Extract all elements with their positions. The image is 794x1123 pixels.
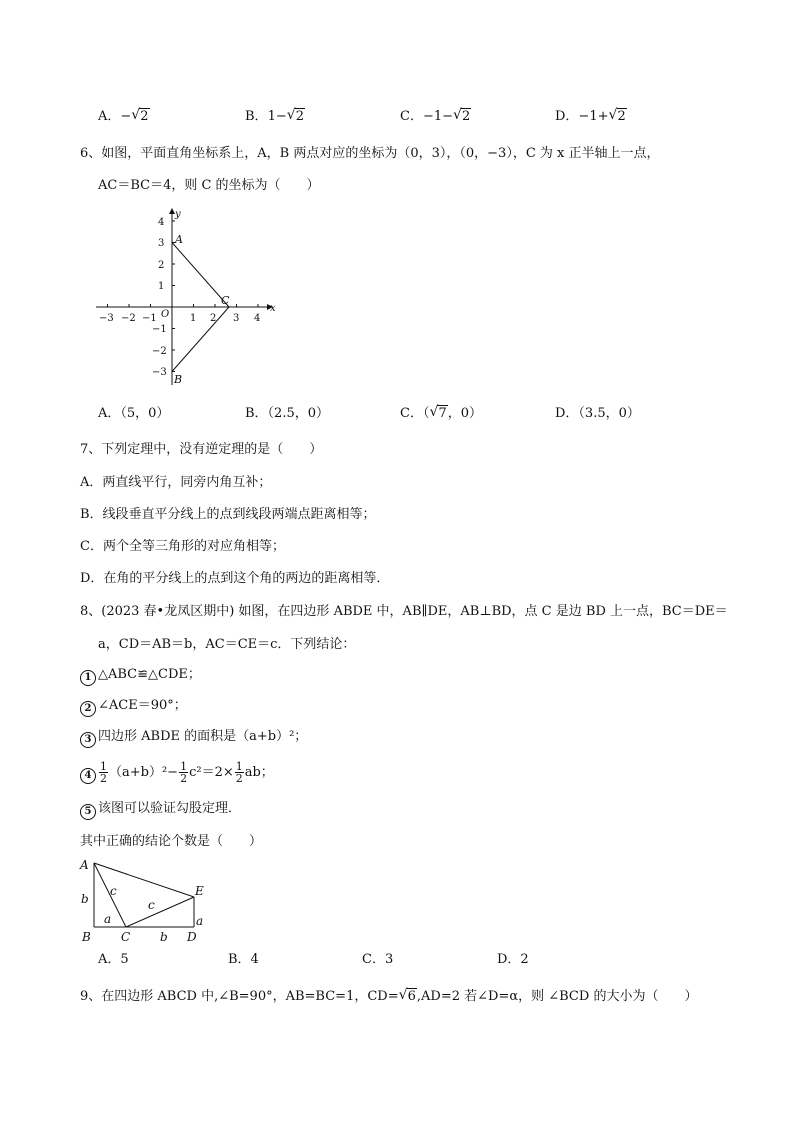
fraction-half: $\frac{1}{2}$ <box>235 760 243 785</box>
circled-number: 4 <box>80 768 96 784</box>
q6-option-b[interactable]: B．（2.5，0） <box>245 406 329 421</box>
x-tick-label: 1 <box>190 313 197 324</box>
option-text: −1+ <box>578 109 609 124</box>
q8-statement-1 <box>80 666 201 686</box>
statement-text: 该图可以验证勾股定理． <box>98 801 242 816</box>
sqrt-symbol: √ 6 <box>398 987 416 1004</box>
option-label: D． <box>555 109 579 124</box>
q8-statement-4 <box>80 758 274 788</box>
q8-statement-2 <box>80 697 187 717</box>
circled-number: 3 <box>80 732 96 748</box>
q6-option-d[interactable]: D．（3.5，0） <box>555 406 640 421</box>
option-text: ，0） <box>447 406 483 421</box>
option-text: −1− <box>422 109 454 124</box>
radicand: 2 <box>617 109 626 124</box>
x-tick-label: 4 <box>254 313 261 324</box>
q8-statement-5 <box>80 800 241 820</box>
vertex-e-label: E <box>195 884 204 898</box>
q6-stem-line1: 6、如图，平面直角坐标系上，A，B 两点对应的坐标为（0，3），（0，−3），C 为 x 正半轴上一点， <box>80 146 660 161</box>
q5-option-a[interactable] <box>98 108 150 126</box>
q8-option-a[interactable]: A．5 <box>98 952 129 967</box>
formula-part: c²＝2× <box>189 765 234 780</box>
q6-stem-line2: AC＝BC＝4，则 C 的坐标为（ ） <box>98 178 320 193</box>
side-label: c <box>110 884 117 898</box>
q8-stem-line2: a，CD＝AB＝b，AC＝CE＝c．下列结论： <box>98 637 356 652</box>
sqrt-symbol: √ 2 <box>286 107 305 124</box>
vertex-b-label: B <box>82 930 91 944</box>
stem-text: 9、在四边形 ABCD 中,∠B=90°，AB=BC=1，CD= <box>80 989 399 1004</box>
circled-number: 1 <box>80 670 96 686</box>
option-label: B． <box>245 109 268 124</box>
point-b-label: B <box>174 373 183 386</box>
q5-option-c[interactable] <box>400 108 471 126</box>
sqrt-symbol: √ 2 <box>453 107 471 124</box>
y-tick-label: −2 <box>152 346 167 357</box>
side-label: c <box>148 898 155 912</box>
x-tick-label: 2 <box>210 313 217 324</box>
vertex-c-label: C <box>121 930 131 944</box>
y-tick-label: −3 <box>152 367 167 378</box>
y-tick-label: 2 <box>158 260 165 271</box>
vertex-d-label: D <box>187 930 197 944</box>
radicand: 2 <box>295 109 305 124</box>
y-tick-label: −1 <box>152 324 167 335</box>
origin-label: O <box>161 309 170 320</box>
formula-part: ab； <box>244 765 274 780</box>
radicand: 2 <box>140 109 149 124</box>
y-tick-label: 3 <box>158 238 165 249</box>
sqrt-symbol: √ 2 <box>608 107 626 124</box>
circled-number: 5 <box>80 804 96 820</box>
x-axis-label: x <box>270 303 276 314</box>
option-text: − <box>120 109 132 124</box>
fraction-half: $\frac{1}{2}$ <box>180 760 188 785</box>
q7-option-d[interactable]: D．在角的平分线上的点到这个角的两边的距离相等． <box>80 571 390 586</box>
vertex-a-label: A <box>80 858 89 872</box>
side-label: b <box>160 930 168 944</box>
y-tick-label: 4 <box>158 217 165 228</box>
q6-coordinate-graph <box>92 205 282 390</box>
stem-text: ,AD=2 若∠D=α，则 ∠BCD 的大小为（ ） <box>416 989 698 1004</box>
q7-option-c[interactable]: C．两个全等三角形的对应角相等； <box>80 539 285 554</box>
side-label: b <box>81 892 89 906</box>
q7-option-a[interactable]: A．两直线平行，同旁内角互补； <box>80 475 272 490</box>
x-tick-label: −3 <box>99 313 114 324</box>
q7-option-b[interactable]: B．线段垂直平分线上的点到线段两端点距离相等； <box>80 507 376 522</box>
q8-statement-3 <box>80 728 307 748</box>
side-label: a <box>196 914 204 928</box>
fraction-half: $\frac{1}{2}$ <box>100 760 107 785</box>
y-axis-label: y <box>175 209 181 220</box>
sqrt-symbol: √ 7 <box>429 404 447 421</box>
radicand: 2 <box>462 109 471 124</box>
radicand: 6 <box>407 989 416 1004</box>
q5-option-b[interactable] <box>245 108 305 126</box>
y-tick-label: 1 <box>158 281 165 292</box>
option-text: 1− <box>267 109 287 124</box>
q8-option-b[interactable]: B．4 <box>228 952 259 967</box>
statement-text: ∠ACE＝90°； <box>98 698 187 713</box>
q8-stem-line1: 8、(2023 春•龙凤区期中) 如图，在四边形 ABDE 中，AB∥DE，AB⊥BD，点 C 是边 BD 上一点，BC＝DE＝ <box>80 604 728 619</box>
option-text: C．（ <box>400 406 430 421</box>
x-tick-label: −1 <box>142 313 157 324</box>
q7-stem: 7、下列定理中，没有逆定理的是（ ） <box>80 442 323 457</box>
formula-part: （a+b）²− <box>109 765 179 780</box>
q8-ask: 其中正确的结论个数是（ ） <box>80 834 263 849</box>
option-label: C． <box>400 109 423 124</box>
q8-option-c[interactable]: C．3 <box>362 952 394 967</box>
sqrt-symbol: √ 2 <box>131 107 149 124</box>
q6-option-a[interactable]: A．（5，0） <box>98 406 170 421</box>
q8-quadrilateral-figure <box>76 855 211 945</box>
q5-option-d[interactable] <box>555 108 627 126</box>
radicand: 7 <box>438 406 447 421</box>
statement-text: 四边形 ABDE 的面积是（a+b）²； <box>98 729 308 744</box>
circled-number: 2 <box>80 701 96 717</box>
side-label: a <box>104 912 112 926</box>
x-tick-label: 3 <box>233 313 240 324</box>
segment-bc <box>172 307 229 372</box>
x-tick-label: −2 <box>121 313 136 324</box>
q8-option-d[interactable]: D．2 <box>497 952 529 967</box>
q9-stem <box>80 988 697 1006</box>
q6-option-c[interactable] <box>400 405 482 423</box>
point-a-label: A <box>175 233 183 246</box>
statement-text: △ABC≌△CDE； <box>98 667 201 682</box>
option-label: A． <box>98 109 121 124</box>
point-c-label: C <box>221 294 230 307</box>
